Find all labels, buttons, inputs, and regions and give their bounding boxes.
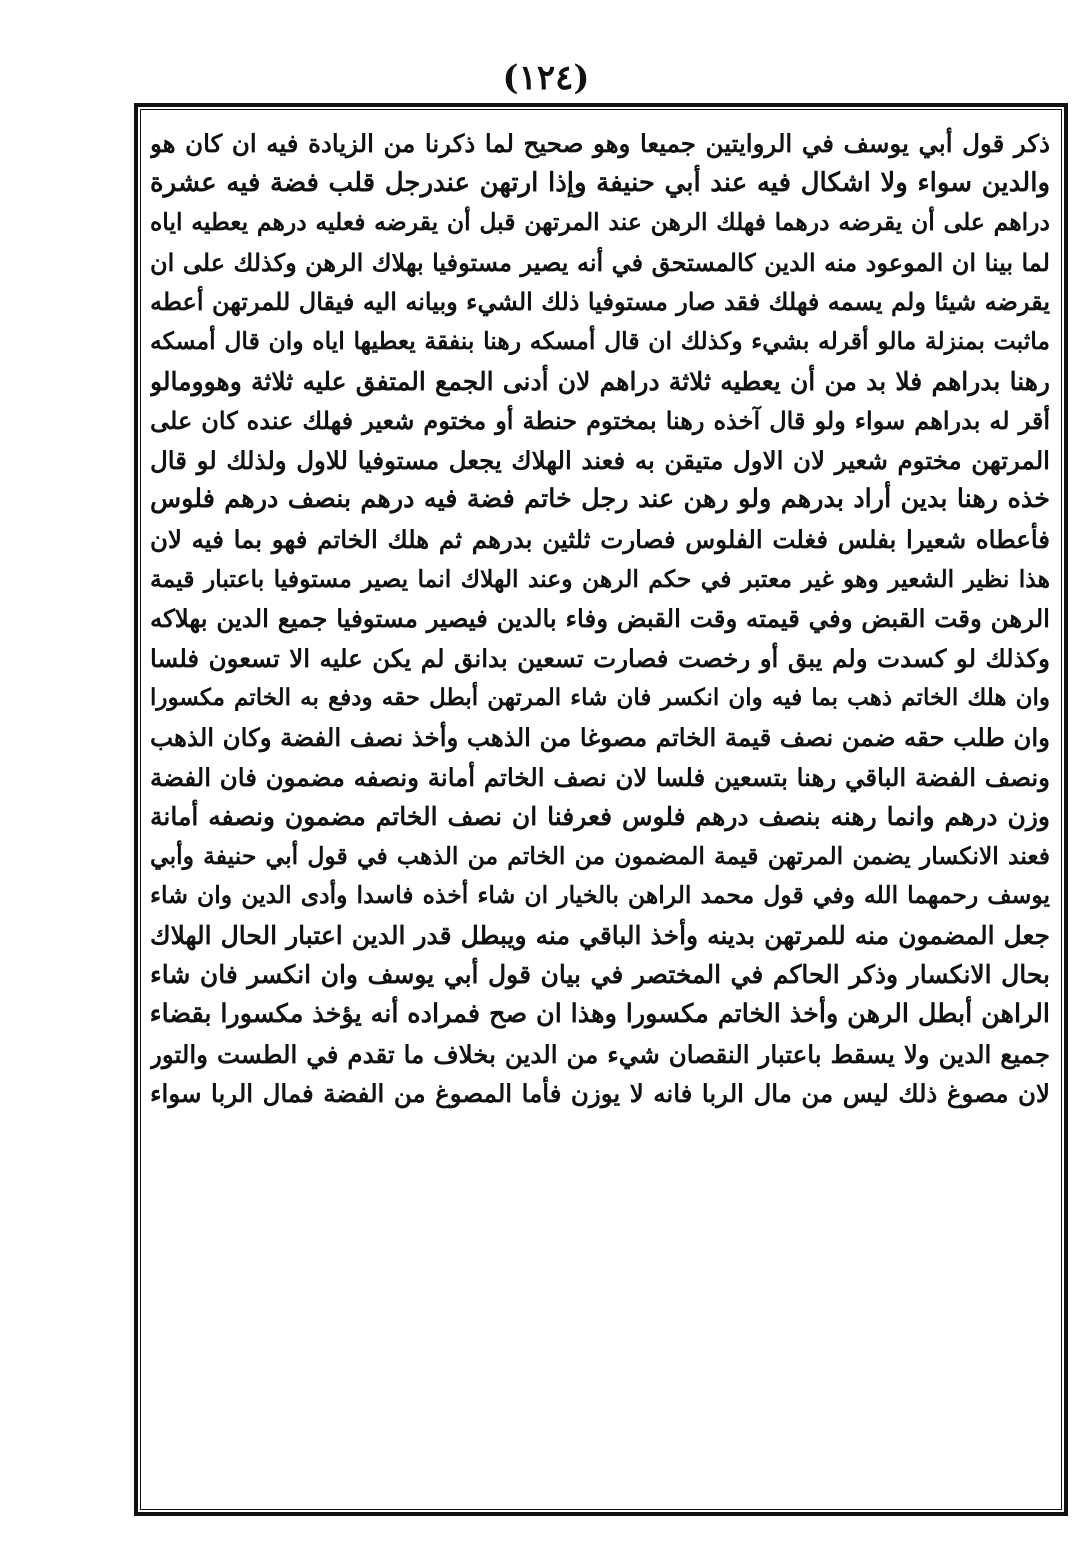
text-line: وكذلك لو كسدت ولم يبق أو رخصت فصارت تسعين بدانق لم يكن عليه الا تسعون فلسا [150, 643, 1050, 673]
text-line: ماثبت بمنزلة مالو أقرله بشيء وكذلك ان قال أمسكه رهنا بنفقة يعطيها اياه وان قال أمسكه [150, 326, 1050, 355]
text-line: الراهن أبطل الرهن وأخذ الخاتم مكسورا وهذا ان صح فمراده أنه يؤخذ مكسورا بقضاء [150, 999, 1050, 1030]
text-line: وان طلب حقه ضمن نصف قيمة الخاتم مصوغا من الذهب وأخذ نصف الفضة وكان الذهب [150, 722, 1050, 752]
text-line: فأعطاه شعيرا بفلس فغلت الفلوس فصارت ثلثين بدرهم ثم هلك الخاتم فهو بما فيه لان [150, 524, 1050, 554]
text-line: خذه رهنا بدين أراد بدرهم ولو رهن عند رجل خاتم فضة فيه درهم بنصف درهم فلوس [150, 484, 1050, 515]
body-text [150, 124, 1050, 1504]
text-line: هذا نظير الشعير وهو غير معتبر في حكم الرهن وعند الهلاك انما يصير مستوفيا باعتبار قيمة [150, 564, 1050, 593]
text-line: وزن درهم وانما رهنه بنصف درهم فلوس فعرفنا ان نصف الخاتم مضمون ونصفه أمانة [150, 802, 1050, 832]
text-line: لما بينا ان الموعود منه الدين كالمستحق في أنه يصير مستوفيا بهلاك الرهن وكذلك على ان [150, 247, 1050, 277]
text-line: يقرضه شيئا ولم يسمه فهلك فقد صار مستوفيا ذلك الشيء وبيانه اليه فيقال للمرتهن أعطه [150, 287, 1050, 317]
text-line: جميع الدين ولا يسقط باعتبار النقصان شيء من الدين بخلاف ما تقدم في الطست والتور [150, 1039, 1050, 1069]
text-line: رهنا بدراهم فلا بد من أن يعطيه ثلاثة دراهم لان أدنى الجمع المتفق عليه ثلاثة وهوومالو [150, 366, 1050, 396]
text-line: لان مصوغ ذلك ليس من مال الربا فانه لا يوزن فأما المصوغ من الفضة فمال الربا سواء [150, 1079, 1050, 1109]
text-line: المرتهن مختوم شعير لان الاول متيقن به فعند الهلاك يجعل مستوفيا للاول ولذلك لو قال [150, 445, 1050, 475]
page-number: (١٢٤) [502, 58, 590, 98]
text-line: يوسف رحمهما الله وفي قول محمد الراهن بالخيار ان شاء أخذه فاسدا وأدى الدين وان شاء [150, 881, 1050, 910]
text-line: الرهن وقت القبض وفي قيمته وقت القبض وفاء بالدين فيصير مستوفيا جميع الدين بهلاكه [150, 604, 1050, 634]
text-line: جعل المضمون منه للمرتهن بدينه وأخذ الباقي منه ويبطل قدر الدين اعتبار الحال الهلاك [150, 920, 1050, 950]
text-line: بحال الانكسار وذكر الحاكم في المختصر في بيان قول أبي يوسف وان انكسر فان شاء [150, 960, 1050, 990]
text-line: ذكر قول أبي يوسف في الروايتين جميعا وهو صحيح لما ذكرنا من الزيادة فيه ان كان هو [150, 129, 1050, 158]
text-line: فعند الانكسار يضمن المرتهن قيمة المضمون من الخاتم من الذهب في قول أبي حنيفة وأبي [150, 841, 1050, 870]
text-line: أقر له بدراهم سواء ولو قال آخذه رهنا بمختوم حنطة أو مختوم شعير فهلك عنده كان على [150, 406, 1050, 436]
text-line: والدين سواء ولا اشكال فيه عند أبي حنيفة وإذا ارتهن عندرجل قلب فضة فيه عشرة [150, 167, 1050, 198]
text-line: ونصف الفضة الباقي رهنا بتسعين فلسا لان نصف الخاتم أمانة ونصفه مضمون فان الفضة [150, 762, 1050, 792]
text-line: وان هلك الخاتم ذهب بما فيه وان انكسر فان شاء المرتهن أبطل حقه ودفع به الخاتم مكسورا [150, 684, 1050, 712]
text-line: دراهم على أن يقرضه درهما فهلك الرهن عند المرتهن قبل أن يقرضه فعليه درهم يعطيه اياه [150, 208, 1050, 237]
